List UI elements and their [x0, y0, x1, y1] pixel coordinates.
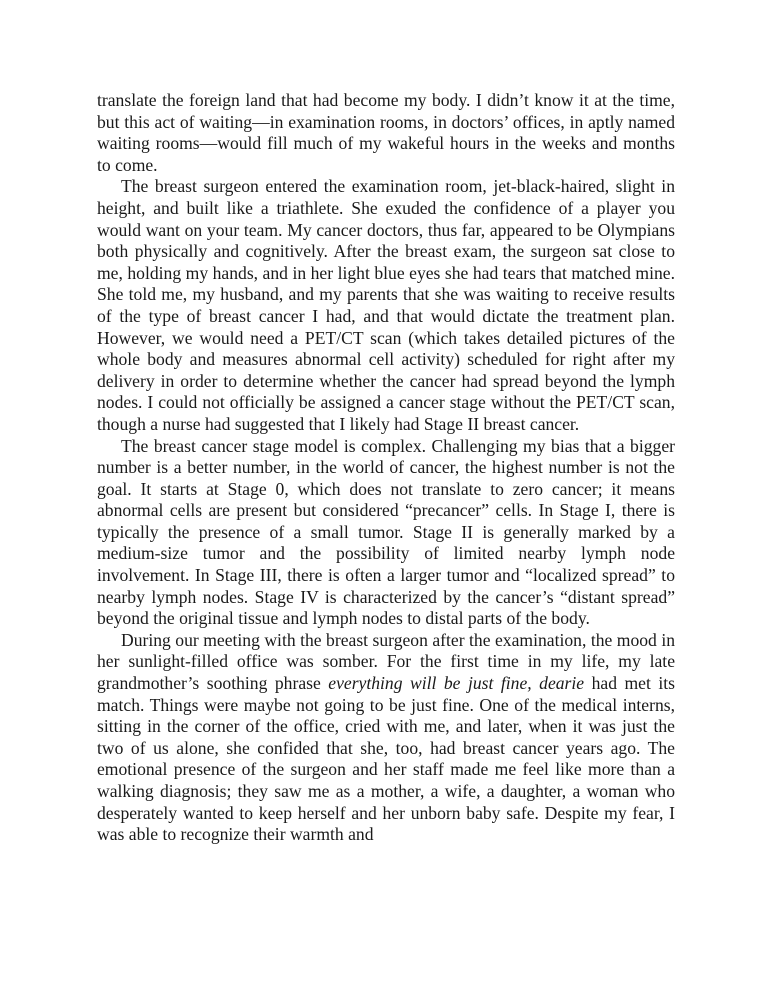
paragraph-4-text-before: During our meeting with the breast surgeon after the examination, the mood in her sunlight-filled office was somber. For the first time in my life, my late grandmother’s soothing phrase	[97, 629, 675, 694]
paragraph-4-italic-phrase: everything will be just fine, dearie	[328, 673, 585, 694]
paragraph-3: The breast cancer stage model is complex. Challenging my bias that a bigger number is a better number, in the world of cancer, the highest number is not the goal. It starts at Stage 0, which does not translate to zero cancer; it means abnormal cells are present but considered “precancer” cells. In Stage I, there is typically the presence of a small tumor. Stage II is generally marked by a medium-size tumor and the possibility of limited nearby lymph node involvement. In Stage III, there is often a larger tumor and “localized spread” to nearby lymph nodes. Stage IV is characterized by the cancer’s “distant spread” beyond the original tissue and lymph nodes to distal parts of the body.	[97, 435, 675, 629]
page-body	[97, 90, 675, 846]
paragraph-4-text-after: had met its match. Things were maybe not going to be just fine. One of the medical interns, sitting in the corner of the office, cried with me, and later, when it was just the two of us alone, she confided that she, too, had breast cancer years ago. The emotional presence of the surgeon and her staff made me feel like more than a walking diagnosis; they saw me as a mother, a wife, a daughter, a woman who desperately wanted to keep herself and her unborn baby safe. Despite my fear, I was able to recognize their warmth and	[97, 673, 675, 845]
paragraph-4	[97, 630, 675, 846]
paragraph-2: The breast surgeon entered the examination room, jet-black-haired, slight in height, and built like a triathlete. She exuded the confidence of a player you would want on your team. My cancer doctors, thus far, appeared to be Olympians both physically and cognitively. After the breast exam, the surgeon sat close to me, holding my hands, and in her light blue eyes she had tears that matched mine. She told me, my husband, and my parents that she was waiting to receive results of the type of breast cancer I had, and that would dictate the treatment plan. However, we would need a PET/CT scan (which takes detailed pictures of the whole body and measures abnormal cell activity) scheduled for right after my delivery in order to determine whether the cancer had spread beyond the lymph nodes. I could not officially be assigned a cancer stage without the PET/CT scan, though a nurse had suggested that I likely had Stage II breast cancer.	[97, 176, 675, 434]
paragraph-1: translate the foreign land that had become my body. I didn’t know it at the time, but this act of waiting—in examination rooms, in doctors’ offices, in aptly named waiting rooms—would fill much of my wakeful hours in the weeks and months to come.	[97, 90, 675, 175]
